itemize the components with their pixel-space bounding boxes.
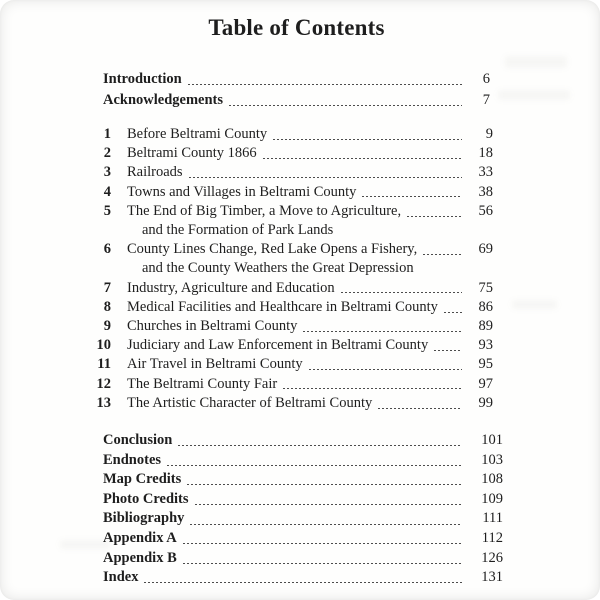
chapter-title: Churches in Beltrami County (127, 318, 298, 335)
toc-entry-page-number: 108 (481, 471, 503, 488)
toc-chapter-entry (103, 240, 503, 278)
toc-entry (103, 451, 503, 471)
dotted-leader (167, 465, 462, 466)
chapter-page-number: 89 (478, 318, 493, 335)
dotted-leader (434, 350, 462, 351)
toc-entry-label: Photo Credits (103, 490, 189, 507)
toc-chapter-entry (103, 144, 503, 163)
toc-entry-label: Bibliography (103, 510, 185, 527)
chapter-number: 8 (103, 298, 111, 315)
chapter-page-number: 33 (478, 164, 493, 181)
toc-entry (103, 490, 503, 510)
chapter-title: Air Travel in Beltrami County (127, 356, 303, 373)
chapter-title: The Beltrami County Fair (127, 375, 278, 392)
toc-entry-label: Conclusion (103, 432, 173, 449)
page-title: Table of Contents (208, 15, 385, 40)
toc-chapter-line (103, 240, 503, 259)
toc-chapter-entry (103, 317, 503, 336)
toc-chapter-line (103, 298, 503, 317)
chapter-title: Judiciary and Law Enforcement in Beltrami County (127, 337, 429, 354)
toc-entry (103, 69, 503, 90)
chapter-number: 5 (103, 202, 111, 219)
chapter-page-number: 95 (478, 356, 493, 373)
toc-chapter-line (103, 202, 503, 221)
dotted-leader (189, 177, 462, 178)
chapter-number: 3 (103, 164, 111, 181)
dotted-leader (378, 408, 462, 409)
toc-entry-page-number: 112 (481, 530, 503, 547)
chapter-title: Railroads (127, 164, 183, 181)
dotted-leader (187, 484, 462, 485)
toc-entry-page-number: 131 (481, 569, 503, 586)
toc-entry-label: Acknowledgements (103, 92, 224, 108)
toc-entry-label: Appendix A (103, 530, 177, 547)
toc-chapter-line (103, 125, 503, 144)
chapter-title-continuation: and the County Weathers the Great Depression (142, 260, 414, 277)
toc-entry-page-number: 7 (482, 92, 490, 108)
toc-chapter-line (96, 375, 503, 394)
toc-chapter-entry (103, 279, 503, 298)
dotted-leader (263, 158, 462, 159)
toc-entry-label: Index (103, 569, 139, 586)
toc-entry (103, 90, 503, 111)
chapter-page-number: 56 (478, 202, 493, 219)
toc-chapter-entry (97, 355, 503, 374)
chapter-page-number: 18 (478, 145, 493, 162)
toc-entry (103, 470, 503, 490)
chapter-number: 6 (103, 241, 111, 258)
chapter-number: 11 (97, 356, 111, 373)
toc-chapter-entry (96, 375, 503, 394)
dotted-leader (188, 84, 462, 85)
chapter-title: Medical Facilities and Healthcare in Beltrami County (127, 298, 438, 315)
chapter-title: Before Beltrami County (127, 126, 268, 142)
chapter-title: The Artistic Character of Beltrami County (127, 394, 373, 411)
chapter-page-number: 99 (478, 394, 493, 411)
chapter-title: Beltrami County 1866 (127, 145, 257, 162)
dotted-leader (229, 105, 462, 106)
toc-chapter-line (96, 336, 503, 355)
dotted-leader (423, 254, 462, 255)
toc-entry-page-number: 101 (481, 432, 503, 449)
chapter-page-number: 38 (478, 183, 493, 200)
dotted-leader (144, 582, 462, 583)
toc-entry (103, 509, 503, 529)
toc-chapter-line (103, 317, 503, 336)
toc-chapter-line (97, 355, 503, 374)
toc-entry-label: Introduction (103, 71, 182, 87)
scan-bleedthrough (512, 300, 557, 309)
back-matter-list (103, 431, 503, 588)
chapter-number: 12 (96, 375, 111, 392)
dotted-leader (362, 196, 462, 197)
dotted-leader (309, 369, 462, 370)
toc-entry-page-number: 103 (481, 451, 503, 468)
scan-bleedthrough (505, 56, 567, 68)
chapter-title: Industry, Agriculture and Education (127, 279, 335, 296)
chapter-number: 9 (103, 318, 111, 335)
toc-chapter-line (103, 163, 503, 182)
toc-entry (103, 529, 503, 549)
toc-chapter-entry (96, 394, 503, 413)
toc-chapter-line (96, 394, 503, 413)
chapter-list (96, 125, 503, 413)
chapter-page-number: 9 (485, 126, 493, 142)
toc-entry-page-number: 126 (481, 549, 503, 566)
dotted-leader (178, 445, 462, 446)
toc-chapter-entry (103, 202, 503, 240)
chapter-page-number: 97 (478, 375, 493, 392)
dotted-leader (283, 388, 462, 389)
dotted-leader (341, 292, 462, 293)
chapter-number: 1 (103, 126, 111, 142)
toc-chapter-entry (103, 163, 503, 182)
toc-entry-label: Appendix B (103, 549, 177, 566)
toc-content (96, 0, 503, 588)
chapter-title: The End of Big Timber, a Move to Agriculture, (127, 202, 402, 219)
toc-chapter-line (103, 183, 503, 202)
toc-entry-label: Endnotes (103, 451, 162, 468)
dotted-leader (183, 543, 462, 544)
chapter-page-number: 86 (478, 298, 493, 315)
dotted-leader (195, 504, 462, 505)
scan-bleedthrough (498, 90, 570, 100)
toc-entry (103, 568, 503, 588)
toc-chapter-entry (103, 298, 503, 317)
chapter-title: County Lines Change, Red Lake Opens a Fishery, (127, 241, 418, 258)
toc-entry-page-number: 111 (482, 510, 503, 527)
toc-entry (103, 431, 503, 451)
chapter-title: Towns and Villages in Beltrami County (127, 183, 357, 200)
toc-entry-page-number: 6 (482, 71, 490, 87)
dotted-leader (190, 524, 462, 525)
chapter-page-number: 69 (478, 241, 493, 258)
dotted-leader (183, 563, 462, 564)
dotted-leader (444, 312, 462, 313)
dotted-leader (273, 139, 462, 140)
toc-chapter-entry (103, 183, 503, 202)
chapter-number: 13 (96, 394, 111, 411)
chapter-number: 2 (103, 145, 111, 162)
chapter-number: 10 (96, 337, 111, 354)
chapter-page-number: 75 (478, 279, 493, 296)
toc-entry (103, 549, 503, 569)
chapter-number: 4 (103, 183, 111, 200)
toc-chapter-entry (96, 336, 503, 355)
chapter-number: 7 (103, 279, 111, 296)
toc-entry-page-number: 109 (481, 490, 503, 507)
front-matter-list (103, 69, 503, 111)
toc-chapter-line (103, 144, 503, 163)
chapter-page-number: 93 (478, 337, 493, 354)
toc-chapter-line (103, 279, 503, 298)
chapter-title-continuation: and the Formation of Park Lands (142, 222, 334, 239)
dotted-leader (303, 331, 462, 332)
toc-entry-label: Map Credits (103, 471, 182, 488)
toc-chapter-entry (103, 125, 503, 144)
dotted-leader (407, 216, 462, 217)
